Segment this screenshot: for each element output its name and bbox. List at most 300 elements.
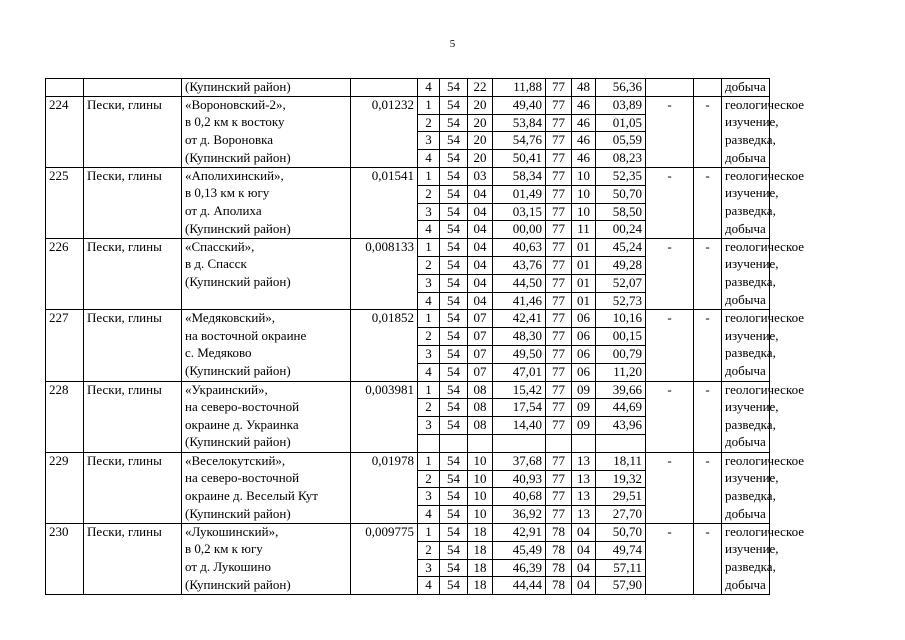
coord-lon-min-cell: 10 [572, 185, 596, 203]
area-cell: 0,003981 [351, 381, 418, 399]
purpose-cell: изучение, [722, 399, 770, 417]
coord-lat-sec-cell: 49,50 [493, 345, 546, 363]
coord-lat-min-cell: 04 [468, 185, 493, 203]
coord-n-cell: 3 [418, 559, 440, 577]
location-cell: в 0,2 км к востоку [182, 114, 351, 132]
coord-lon-min-cell: 06 [572, 363, 596, 381]
coord-lon-sec-cell: 01,05 [596, 114, 646, 132]
area-cell [351, 559, 418, 577]
coord-lon-sec-cell: 56,36 [596, 79, 646, 97]
table-row [46, 328, 879, 346]
mineral-cell: Пески, глины [84, 381, 182, 399]
mineral-cell [84, 363, 182, 381]
table-row [46, 96, 879, 114]
mineral-cell [84, 559, 182, 577]
mineral-cell [84, 541, 182, 559]
coord-lat-min-cell: 20 [468, 132, 493, 150]
coord-lon-sec-cell: 43,96 [596, 417, 646, 435]
coord-lon-deg-cell: 77 [546, 345, 572, 363]
table-row [46, 399, 879, 417]
coord-lat-min-cell: 07 [468, 328, 493, 346]
column-b-cell [694, 274, 722, 292]
deposit-number-cell [46, 470, 84, 488]
coord-n-cell: 4 [418, 79, 440, 97]
coord-lat-deg-cell: 54 [440, 417, 468, 435]
coord-lon-sec-cell: 52,35 [596, 167, 646, 185]
coord-lat-deg-cell: 54 [440, 150, 468, 168]
mineral-cell [84, 328, 182, 346]
column-a-cell [646, 185, 694, 203]
coord-lon-deg-cell: 77 [546, 470, 572, 488]
coord-lat-min-cell: 04 [468, 274, 493, 292]
table-row [46, 203, 879, 221]
coord-lon-sec-cell: 29,51 [596, 488, 646, 506]
coord-n-cell: 1 [418, 452, 440, 470]
location-cell: с. Медяково [182, 345, 351, 363]
mineral-cell [84, 488, 182, 506]
coord-lon-deg-cell: 77 [546, 79, 572, 97]
coord-lon-min-cell: 09 [572, 417, 596, 435]
area-cell: 0,008133 [351, 239, 418, 257]
coord-lat-sec-cell: 15,42 [493, 381, 546, 399]
table-row [46, 434, 879, 452]
coord-lon-deg-cell: 77 [546, 363, 572, 381]
coord-lon-min-cell: 46 [572, 150, 596, 168]
purpose-cell: добыча [722, 79, 770, 97]
location-cell: «Украинский», [182, 381, 351, 399]
area-cell: 0,01852 [351, 310, 418, 328]
deposit-number-cell [46, 274, 84, 292]
mineral-cell [84, 221, 182, 239]
area-cell [351, 132, 418, 150]
coord-lon-sec-cell: 39,66 [596, 381, 646, 399]
column-b-cell [694, 417, 722, 435]
column-b-cell [694, 434, 722, 452]
deposit-number-cell [46, 506, 84, 524]
column-b-cell [694, 541, 722, 559]
coord-lon-min-cell: 13 [572, 470, 596, 488]
coord-lat-sec-cell: 01,49 [493, 185, 546, 203]
coord-lon-min-cell: 01 [572, 239, 596, 257]
table-row [46, 417, 879, 435]
coord-lat-deg-cell: 54 [440, 506, 468, 524]
column-b-cell [694, 577, 722, 595]
coord-lon-min-cell: 09 [572, 381, 596, 399]
coord-lon-sec-cell: 58,50 [596, 203, 646, 221]
mineral-cell [84, 274, 182, 292]
coord-lon-min-cell: 13 [572, 488, 596, 506]
coord-lon-sec-cell: 03,89 [596, 96, 646, 114]
coord-n-cell: 4 [418, 363, 440, 381]
column-a-cell [646, 559, 694, 577]
coord-lon-sec-cell: 50,70 [596, 185, 646, 203]
coord-n-cell: 4 [418, 292, 440, 310]
mineral-cell: Пески, глины [84, 167, 182, 185]
location-cell: (Купинский район) [182, 506, 351, 524]
deposits-table [45, 78, 879, 595]
table-row [46, 292, 879, 310]
coord-n-cell: 3 [418, 488, 440, 506]
coord-n-cell: 1 [418, 239, 440, 257]
column-a-cell: - [646, 167, 694, 185]
deposit-number-cell [46, 399, 84, 417]
deposit-number-cell [46, 417, 84, 435]
column-a-cell [646, 470, 694, 488]
coord-lon-min-cell: 01 [572, 274, 596, 292]
coord-lon-min-cell: 06 [572, 328, 596, 346]
coord-lat-sec-cell: 40,68 [493, 488, 546, 506]
coord-lon-deg-cell: 78 [546, 559, 572, 577]
coord-lat-deg-cell: 54 [440, 363, 468, 381]
area-cell [351, 114, 418, 132]
deposit-number-cell: 227 [46, 310, 84, 328]
coord-lon-deg-cell: 77 [546, 274, 572, 292]
coord-lat-min-cell: 04 [468, 221, 493, 239]
coord-lon-deg-cell: 77 [546, 185, 572, 203]
coord-lon-sec-cell: 00,15 [596, 328, 646, 346]
coord-lat-sec-cell: 49,40 [493, 96, 546, 114]
deposit-number-cell [46, 559, 84, 577]
coord-lon-sec-cell: 57,90 [596, 577, 646, 595]
column-b-cell [694, 470, 722, 488]
column-b-cell: - [694, 523, 722, 541]
coord-lat-deg-cell: 54 [440, 114, 468, 132]
location-cell: (Купинский район) [182, 274, 351, 292]
coord-lon-min-cell: 10 [572, 167, 596, 185]
coord-lon-min-cell: 46 [572, 96, 596, 114]
column-b-cell [694, 150, 722, 168]
area-cell [351, 345, 418, 363]
mineral-cell: Пески, глины [84, 523, 182, 541]
coord-lon-deg-cell: 77 [546, 328, 572, 346]
column-a-cell [646, 114, 694, 132]
column-b-cell [694, 559, 722, 577]
coord-lon-sec-cell: 08,23 [596, 150, 646, 168]
coord-lon-sec-cell [596, 434, 646, 452]
coord-lat-min-cell: 04 [468, 239, 493, 257]
coord-lon-deg-cell: 77 [546, 167, 572, 185]
coord-lon-min-cell: 01 [572, 292, 596, 310]
deposit-number-cell [46, 434, 84, 452]
coord-lat-deg-cell: 54 [440, 399, 468, 417]
coord-lon-sec-cell: 52,73 [596, 292, 646, 310]
table-row [46, 132, 879, 150]
coord-n-cell: 2 [418, 328, 440, 346]
column-a-cell: - [646, 381, 694, 399]
deposit-number-cell [46, 488, 84, 506]
area-cell [351, 541, 418, 559]
table-row [46, 470, 879, 488]
column-b-cell: - [694, 167, 722, 185]
coord-lat-deg-cell: 54 [440, 541, 468, 559]
mineral-cell [84, 434, 182, 452]
coord-lat-min-cell: 10 [468, 488, 493, 506]
coord-lon-min-cell: 48 [572, 79, 596, 97]
coord-lon-deg-cell: 77 [546, 399, 572, 417]
area-cell: 0,01541 [351, 167, 418, 185]
mineral-cell [84, 417, 182, 435]
coord-lat-min-cell: 10 [468, 506, 493, 524]
column-b-cell [694, 328, 722, 346]
coord-lat-sec-cell: 42,91 [493, 523, 546, 541]
mineral-cell [84, 132, 182, 150]
area-cell [351, 221, 418, 239]
mineral-cell [84, 150, 182, 168]
coord-n-cell: 1 [418, 523, 440, 541]
column-b-cell [694, 363, 722, 381]
column-b-cell [694, 399, 722, 417]
coord-lon-sec-cell: 11,20 [596, 363, 646, 381]
purpose-cell: добыча [722, 150, 770, 168]
coord-n-cell: 4 [418, 577, 440, 595]
column-a-cell [646, 434, 694, 452]
mineral-cell: Пески, глины [84, 452, 182, 470]
column-a-cell: - [646, 452, 694, 470]
mineral-cell [84, 506, 182, 524]
coord-n-cell: 4 [418, 221, 440, 239]
coord-lat-min-cell: 22 [468, 79, 493, 97]
coord-lon-deg-cell: 78 [546, 541, 572, 559]
purpose-cell: разведка, [722, 203, 770, 221]
coord-lat-min-cell: 08 [468, 381, 493, 399]
coord-lon-sec-cell: 19,32 [596, 470, 646, 488]
area-cell [351, 203, 418, 221]
column-a-cell [646, 417, 694, 435]
coord-lat-deg-cell: 54 [440, 452, 468, 470]
area-cell [351, 470, 418, 488]
area-cell [351, 363, 418, 381]
coord-lat-min-cell: 07 [468, 363, 493, 381]
purpose-cell: добыча [722, 506, 770, 524]
location-cell: от д. Аполиха [182, 203, 351, 221]
coord-lat-sec-cell: 50,41 [493, 150, 546, 168]
mineral-cell [84, 79, 182, 97]
coord-lon-deg-cell: 78 [546, 523, 572, 541]
purpose-cell: разведка, [722, 488, 770, 506]
coord-lat-min-cell: 08 [468, 417, 493, 435]
coord-lat-deg-cell: 54 [440, 239, 468, 257]
column-b-cell [694, 292, 722, 310]
column-b-cell [694, 132, 722, 150]
coord-n-cell: 3 [418, 132, 440, 150]
coord-lon-sec-cell: 05,59 [596, 132, 646, 150]
coord-lat-sec-cell: 14,40 [493, 417, 546, 435]
mineral-cell [84, 470, 182, 488]
purpose-cell: разведка, [722, 417, 770, 435]
area-cell [351, 292, 418, 310]
column-a-cell [646, 274, 694, 292]
purpose-cell: добыча [722, 363, 770, 381]
purpose-cell: разведка, [722, 274, 770, 292]
purpose-cell: добыча [722, 577, 770, 595]
table-row [46, 523, 879, 541]
column-b-cell: - [694, 452, 722, 470]
column-b-cell [694, 114, 722, 132]
purpose-cell: изучение, [722, 541, 770, 559]
coord-lat-sec-cell: 36,92 [493, 506, 546, 524]
coord-lat-sec-cell: 43,76 [493, 256, 546, 274]
mineral-cell: Пески, глины [84, 310, 182, 328]
coord-lon-deg-cell: 77 [546, 239, 572, 257]
location-cell: на восточной окраине [182, 328, 351, 346]
location-cell: окраине д. Веселый Кут [182, 488, 351, 506]
coord-lat-sec-cell [493, 434, 546, 452]
coord-lat-deg-cell: 54 [440, 328, 468, 346]
page-number: 5 [449, 38, 456, 50]
coord-n-cell [418, 434, 440, 452]
coord-lon-min-cell: 09 [572, 399, 596, 417]
mineral-cell [84, 399, 182, 417]
table-row [46, 488, 879, 506]
mineral-cell [84, 256, 182, 274]
column-b-cell [694, 221, 722, 239]
coord-lat-deg-cell: 54 [440, 167, 468, 185]
deposit-number-cell: 229 [46, 452, 84, 470]
coord-lon-sec-cell: 50,70 [596, 523, 646, 541]
coord-n-cell: 1 [418, 381, 440, 399]
mineral-cell [84, 577, 182, 595]
coord-lon-deg-cell: 77 [546, 292, 572, 310]
coord-lon-deg-cell [546, 434, 572, 452]
location-cell: в д. Спасск [182, 256, 351, 274]
coord-lon-sec-cell: 00,24 [596, 221, 646, 239]
deposit-number-cell: 226 [46, 239, 84, 257]
purpose-cell: геологическое [722, 310, 770, 328]
location-cell: (Купинский район) [182, 150, 351, 168]
area-cell [351, 399, 418, 417]
deposit-number-cell [46, 292, 84, 310]
location-cell: от д. Вороновка [182, 132, 351, 150]
purpose-cell: добыча [722, 292, 770, 310]
location-cell: (Купинский район) [182, 79, 351, 97]
column-a-cell [646, 79, 694, 97]
deposit-number-cell [46, 114, 84, 132]
coord-n-cell: 2 [418, 541, 440, 559]
coord-lon-deg-cell: 77 [546, 203, 572, 221]
area-cell [351, 150, 418, 168]
column-b-cell [694, 506, 722, 524]
coord-lat-sec-cell: 45,49 [493, 541, 546, 559]
purpose-cell: геологическое [722, 452, 770, 470]
area-cell [351, 328, 418, 346]
column-a-cell: - [646, 523, 694, 541]
coord-lat-sec-cell: 40,63 [493, 239, 546, 257]
location-cell: от д. Лукошино [182, 559, 351, 577]
purpose-cell: геологическое [722, 167, 770, 185]
coord-lat-deg-cell: 54 [440, 203, 468, 221]
coord-lon-min-cell: 46 [572, 114, 596, 132]
deposit-number-cell: 230 [46, 523, 84, 541]
deposit-number-cell: 225 [46, 167, 84, 185]
deposit-number-cell [46, 203, 84, 221]
table-row [46, 541, 879, 559]
coord-lon-deg-cell: 77 [546, 452, 572, 470]
area-cell: 0,01978 [351, 452, 418, 470]
location-cell: «Спасский», [182, 239, 351, 257]
location-cell: (Купинский район) [182, 577, 351, 595]
table-row [46, 452, 879, 470]
coord-lon-deg-cell: 77 [546, 488, 572, 506]
column-a-cell [646, 256, 694, 274]
column-a-cell [646, 506, 694, 524]
coord-n-cell: 2 [418, 399, 440, 417]
deposit-number-cell [46, 345, 84, 363]
mineral-cell [84, 345, 182, 363]
coord-lat-deg-cell: 54 [440, 577, 468, 595]
coord-lat-deg-cell: 54 [440, 79, 468, 97]
table-row [46, 559, 879, 577]
location-cell: (Купинский район) [182, 434, 351, 452]
area-cell [351, 577, 418, 595]
location-cell: в 0,13 км к югу [182, 185, 351, 203]
coord-lon-deg-cell: 77 [546, 114, 572, 132]
coord-lon-deg-cell: 77 [546, 417, 572, 435]
area-cell [351, 488, 418, 506]
coord-lat-min-cell: 18 [468, 523, 493, 541]
coord-lat-min-cell: 04 [468, 203, 493, 221]
column-a-cell [646, 488, 694, 506]
coord-lat-deg-cell [440, 434, 468, 452]
column-a-cell [646, 541, 694, 559]
coord-lat-sec-cell: 58,34 [493, 167, 546, 185]
table-row [46, 221, 879, 239]
coord-lat-deg-cell: 54 [440, 381, 468, 399]
mineral-cell [84, 114, 182, 132]
purpose-cell: изучение, [722, 185, 770, 203]
column-b-cell [694, 256, 722, 274]
coord-lon-min-cell: 04 [572, 559, 596, 577]
area-cell [351, 434, 418, 452]
coord-lat-deg-cell: 54 [440, 132, 468, 150]
deposit-number-cell [46, 541, 84, 559]
coord-lat-min-cell: 07 [468, 310, 493, 328]
area-cell [351, 256, 418, 274]
coord-lat-deg-cell: 54 [440, 274, 468, 292]
area-cell [351, 417, 418, 435]
table-row [46, 167, 879, 185]
coord-lat-min-cell: 20 [468, 150, 493, 168]
table-row [46, 345, 879, 363]
deposit-number-cell [46, 79, 84, 97]
table-row [46, 150, 879, 168]
area-cell: 0,01232 [351, 96, 418, 114]
coord-lat-deg-cell: 54 [440, 96, 468, 114]
mineral-cell: Пески, глины [84, 96, 182, 114]
column-b-cell [694, 203, 722, 221]
purpose-cell: геологическое [722, 96, 770, 114]
coord-n-cell: 4 [418, 150, 440, 168]
coord-lon-deg-cell: 77 [546, 506, 572, 524]
table-row [46, 506, 879, 524]
deposit-number-cell [46, 256, 84, 274]
coord-lon-min-cell [572, 434, 596, 452]
coord-n-cell: 2 [418, 114, 440, 132]
column-a-cell [646, 363, 694, 381]
column-b-cell [694, 345, 722, 363]
coord-lat-sec-cell: 48,30 [493, 328, 546, 346]
column-a-cell [646, 150, 694, 168]
coord-lat-deg-cell: 54 [440, 185, 468, 203]
coord-lat-sec-cell: 37,68 [493, 452, 546, 470]
coord-lon-sec-cell: 18,11 [596, 452, 646, 470]
coord-lon-sec-cell: 00,79 [596, 345, 646, 363]
coord-lon-sec-cell: 49,28 [596, 256, 646, 274]
coord-lon-min-cell: 06 [572, 310, 596, 328]
coord-lat-min-cell: 04 [468, 292, 493, 310]
column-a-cell [646, 221, 694, 239]
location-cell: «Медяковский», [182, 310, 351, 328]
coord-lon-deg-cell: 77 [546, 150, 572, 168]
